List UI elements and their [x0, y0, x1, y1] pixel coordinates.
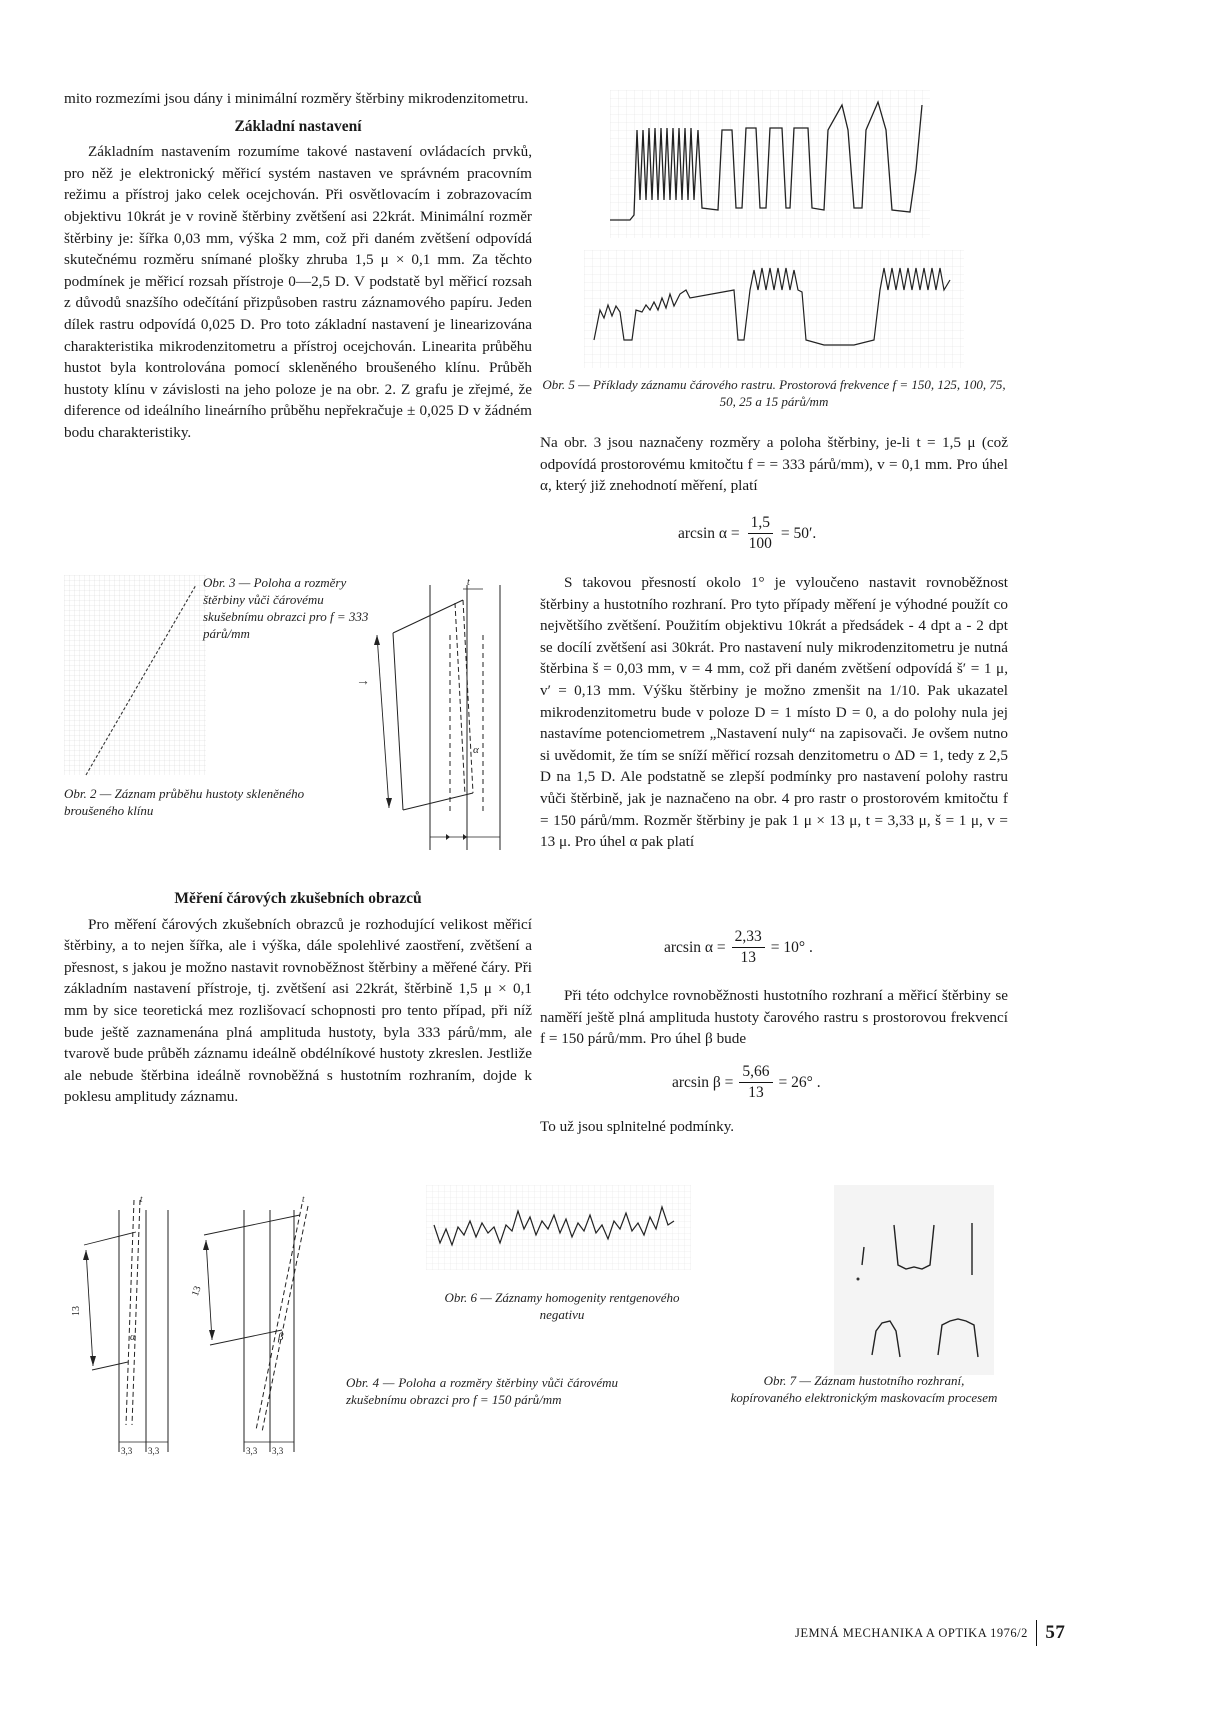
equation-3	[672, 1063, 821, 1102]
label-beta: β	[278, 1331, 284, 1343]
page-footer	[795, 1620, 1065, 1646]
figure-7-density-edge	[834, 1185, 994, 1375]
caption-fig-7: Obr. 7 — Záznam hustotního rozhraní, kopírovaného elektronickým maskovacím procesem	[730, 1373, 998, 1405]
right-column-p4	[540, 1116, 1008, 1144]
arrow-indicator: →	[356, 674, 370, 689]
paragraph-conclusion: To už jsou splnitelné podmínky.	[540, 1118, 735, 1135]
paragraph-basic-setup: Základním nastavením rozumíme takové nastavení ovládacích prvků, pro něž je elektronický měřicí systém nastaven ve správném pracovním režimu a přístroj jako celek ocejchován. Při osvětlovacím i zobrazovacím objektivu 10krát je v rovině štěrbiny zvětšení asi 22krát. Minimální rozměr štěrbiny je: šířka 0,03 mm, výška 2 mm, což při daném zvětšení odpovídá skutečnému rozměru snímané plošky zhruba 1,5 μ × 0,1 mm. Za těchto podmínek je měřicí rozsah přístroje 0—2,5 D. V podstatě byl měřicí rozsah z důvodů snazšího odečítání přizpůsoben rastru záznamového papíru. Jeden dílek rastru odpovídá 0,025 D. Pro toto základní nastavení je linearizována charakteristika mikrodenzitometru a přístroj ocejchován. Linearita průběhu hustot byla kontrolována pomocí skleněného broušeného klínu. Průběh hustoty klínu v závislosti na jeho poloze je na obr. 2. Z grafu je zřejmé, že diference od ideálního lineárního průběhu nepřekračuje ± 0,025 D v žádném bodu charakteristiky.	[64, 143, 532, 441]
paragraph-precision: S takovou přesností okolo 1° je vyloučeno nastavit rovnoběžnost štěrbiny a hustotního rozhraní. Pro tyto případy měření je výhodné použít co největšího zvětšení. Použitím objektivu 10krát a předsádek - 4 dpt a - 2 dpt se docílí zvětšení asi 30krát. Pro nastavení nuly mikrodenzitometru je nutná štěrbina š = 0,03 mm, v = 4 mm, což při daném zvětšení odpovídá š′ = 1 μ, v′ = 0,13 mm. Výšku štěrbiny je možno zmenšit na 1/10. Pak ukazatel mikrodenzitometru bude v poloze D = 1 místo D = 0, a do polohy nula jej nastavíme potenciometrem „Nastavení nuly“ na zapisovači. Je ovšem nutno si uvědomit, že tím se sníží měřicí rozsah denzitometru o ΔD = 1, tedy z 2,5 D na 1,5 D. Ale podstatně se zlepší podmínky pro nastavení polohy rastru vůči štěrbině, jak je naznačeno na obr. 4 pro rastr o prostorovém kmitočtu f = 150 párů/mm. Rozměr štěrbiny je pak 1 μ × 13 μ, t = 3,33 μ, š = 1 μ, v = 13 μ. Pro úhel α pak platí	[540, 574, 1008, 851]
paragraph-line-patterns: Pro měření čárových zkušebních obrazců je rozhodující velikost měřicí štěrbiny, a to nejen šířka, ale i výška, dále spolehlivé zaostření, zvětšení a přesnost, s jakou je možno nastavit rovnoběžnost štěrbiny a měřené čáry. Při základním nastavení přístroje, tj. zvětšení asi 22krát, štěrbině 1,5 μ × 0,1 mm by sice teoretická mez rozlišovací schopnosti pro tento případ, při níž bude ještě zaznamenána plná amplituda hustoty, byla 333 párů/mm, ale tvarově bude průběh záznamu ideálně obdélníkové hustoty zkreslen. Jestliže ale nebude štěrbina ideálně rovnoběžná s hustotním rozhraním, dojde k poklesu amplitudy záznamu.	[64, 915, 532, 1106]
label-alpha-4: α	[130, 1332, 136, 1343]
label-3-3-b2: 3,3	[272, 1446, 284, 1456]
right-column-p2	[540, 572, 1008, 859]
eq2-denominator: 13	[740, 949, 756, 966]
eq1-numerator: 1,5	[748, 514, 773, 534]
label-3-3-a1: 3,3	[121, 1446, 133, 1456]
figure-2-wedge-plot	[64, 575, 214, 785]
caption-fig-6: Obr. 6 — Záznamy homogenity rentgenového negativu	[444, 1290, 680, 1322]
eq3-lhs: arcsin β =	[672, 1073, 734, 1091]
left-column-bottom	[64, 882, 532, 1114]
label-3-3-b1: 3,3	[246, 1446, 258, 1456]
label-t: t	[467, 577, 470, 588]
equation-1	[678, 514, 816, 553]
figure-5-record-bottom	[584, 250, 964, 370]
paragraph-continuation: mito rozmezími jsou dány i minimální rozměry štěrbiny mikrodenzitometru.	[64, 90, 529, 107]
figure-4-slit-beta	[182, 1190, 322, 1460]
eq2-lhs: arcsin α =	[664, 938, 726, 956]
figure-5-record-top	[610, 90, 930, 240]
eq2-numerator: 2,33	[732, 928, 765, 948]
paragraph-fig3-ref: Na obr. 3 jsou naznačeny rozměry a poloha štěrbiny, je-li t = 1,5 μ (což odpovídá prostorovému kmitočtu f = = 333 párů/mm), v = 0,1 mm. Pro úhel α, který již znehodnotí měření, platí	[540, 434, 1008, 495]
page-number: 57	[1045, 1622, 1066, 1643]
label-t-4a: t	[140, 1194, 143, 1204]
eq1-rhs: = 50′.	[780, 524, 817, 542]
heading-basic-setup: Základní nastavení	[234, 117, 362, 135]
eq3-numerator: 5,66	[739, 1063, 772, 1083]
eq1-denominator: 100	[748, 535, 772, 552]
equation-2	[664, 928, 813, 967]
caption-fig-5: Obr. 5 — Příklady záznamu čárového rastru. Prostorová frekvence f = 150, 125, 100, 75, 50, 25 a 15 párů/mm	[542, 377, 1006, 409]
heading-line-patterns: Měření čárových zkušebních obrazců	[174, 890, 422, 907]
figure-3-slit-geometry	[355, 575, 515, 865]
caption-fig-4: Obr. 4 — Poloha a rozměry štěrbiny vůči čárovému zkušebnímu obrazci pro f = 150 párů/mm	[346, 1375, 618, 1407]
eq1-lhs: arcsin α =	[678, 524, 740, 542]
eq3-rhs: = 26° .	[778, 1073, 821, 1091]
label-13-a: 13	[71, 1306, 82, 1316]
paragraph-deviation: Při této odchylce rovnoběžnosti hustotního rozhraní a měřicí štěrbiny se naměří ještě plná amplituda hustoty čarového rastru s prostorovou frekvencí f = 150 párů/mm. Pro úhel β bude	[540, 987, 1008, 1048]
right-column-p3	[540, 985, 1008, 1056]
label-t-4b: t	[302, 1194, 305, 1204]
journal-title: JEMNÁ MECHANIKA A OPTIKA 1976/2	[795, 1625, 1028, 1640]
label-13-b: 13	[189, 1284, 204, 1298]
eq2-rhs: = 10° .	[770, 938, 813, 956]
eq3-denominator: 13	[748, 1084, 764, 1101]
right-column-p1	[540, 432, 1008, 503]
left-column-top	[64, 88, 532, 450]
caption-fig-2: Obr. 2 — Záznam průběhu hustoty skleněného broušeného klínu	[64, 786, 305, 818]
footer-divider	[1036, 1620, 1038, 1646]
label-alpha: α	[473, 744, 479, 756]
label-3-3-a2: 3,3	[148, 1446, 160, 1456]
figure-6-homogeneity-record	[426, 1185, 691, 1275]
caption-fig-3: Obr. 3 — Poloha a rozměry štěrbiny vůči čárovému skušebnímu obrazci pro f = 333 párů/mm	[203, 575, 369, 641]
figure-4-slit-alpha	[64, 1190, 184, 1460]
